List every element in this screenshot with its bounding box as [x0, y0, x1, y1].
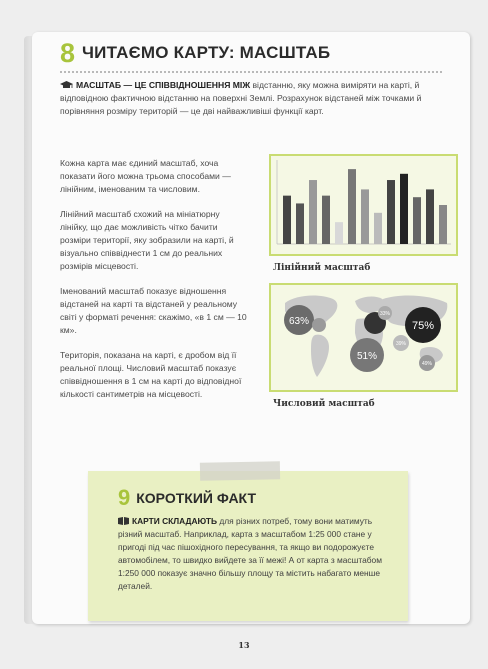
bubble-small-1: [312, 318, 326, 332]
bar-3: [309, 180, 317, 244]
section-title: ЧИТАЄМО КАРТУ: МАСШТАБ: [82, 43, 331, 62]
bar-1: [283, 196, 291, 244]
intro-text: відстанню, яку можна виміряти на карті, й відповідною фактичною відстанню на поверхні Землі. Розрахунок відстаней між точками й порівняння розміру територій — це дві найважливіші функції карт.: [60, 80, 422, 116]
map-label-51: 51%: [356, 351, 378, 362]
intro-paragraph: [60, 79, 444, 118]
bar-7: [361, 189, 369, 244]
map-label-75: 75%: [411, 320, 435, 332]
section-heading: [60, 38, 330, 68]
bar-2: [296, 203, 304, 244]
bar-illustration: [271, 156, 456, 254]
bar-10: [400, 174, 408, 244]
bar-12: [426, 189, 434, 244]
world-map-illustration: [271, 285, 456, 390]
map-label-63: 63%: [288, 316, 310, 327]
bar-8: [374, 213, 382, 244]
fact-text: для різних потреб, тому вони матимуть різний масштаб. Наприклад, карта з масштабом 1:25 000 стане у пригоді під час пішохідного пересування, та якщо ви подорожуєте автомобілем, то швидко вийдете за її межі! А от карта з масштабом 1:250 000 показує значно більшу площу та містить набагато менше деталей.: [118, 516, 382, 591]
paragraph-ways: Кожна карта має єдиний масштаб, хоча показати його можна трьома способами — лінійним, іменованим та числовим.: [60, 158, 231, 194]
bar-9: [387, 180, 395, 244]
bar-13: [439, 205, 447, 244]
intro-lead: МАСШТАБ — ЦЕ СПІВВІДНОШЕННЯ МІЖ: [76, 80, 251, 90]
body-column: [60, 157, 250, 413]
bar-11: [413, 197, 421, 244]
map-illustration-frame: [269, 283, 458, 392]
bar-5: [335, 222, 343, 244]
section-number: 8: [60, 37, 76, 68]
map-label-33: 33%: [379, 311, 391, 317]
fact-title: КОРОТКИЙ ФАКТ: [136, 490, 256, 506]
page-number: 13: [238, 640, 250, 650]
fact-body: [118, 515, 394, 593]
bar-illustration-frame: [269, 154, 458, 256]
dotted-divider: [60, 71, 442, 75]
fact-number: 9: [118, 485, 131, 510]
map-label-39: 39%: [395, 341, 407, 347]
fact-lead: КАРТИ СКЛАДАЮТЬ: [132, 516, 218, 526]
numeric-scale-caption: Числовий масштаб: [273, 399, 375, 409]
paragraph-numeric-scale: Територія, показана на карті, є дробом від її реальної площі. Числовий масштаб показує співвідношення в 1 см на карті до відповідної кількості сантиметрів на місцевості.: [60, 350, 242, 399]
bar-6: [348, 169, 356, 244]
paragraph-linear-scale: Лінійний масштаб схожий на мініатюрну лінійку, що дає можливість чітко бачити розміри території, яку зобразили на карті, й візуально співвіднести 1 см до реальних розмірів місцевості.: [60, 209, 234, 271]
open-book-icon: [118, 517, 129, 525]
tape-strip: [200, 461, 280, 480]
fact-heading: [118, 487, 256, 509]
map-label-49: 49%: [421, 361, 433, 367]
paragraph-named-scale: Іменований масштаб показує відношення відстаней на карті та відстаней у реальному світі у форматі речення: скажімо, «в 1 см — 10 км».: [60, 286, 247, 335]
graduation-cap-icon: [60, 81, 73, 89]
linear-scale-caption: Лінійний масштаб: [273, 263, 371, 273]
bar-4: [322, 196, 330, 244]
